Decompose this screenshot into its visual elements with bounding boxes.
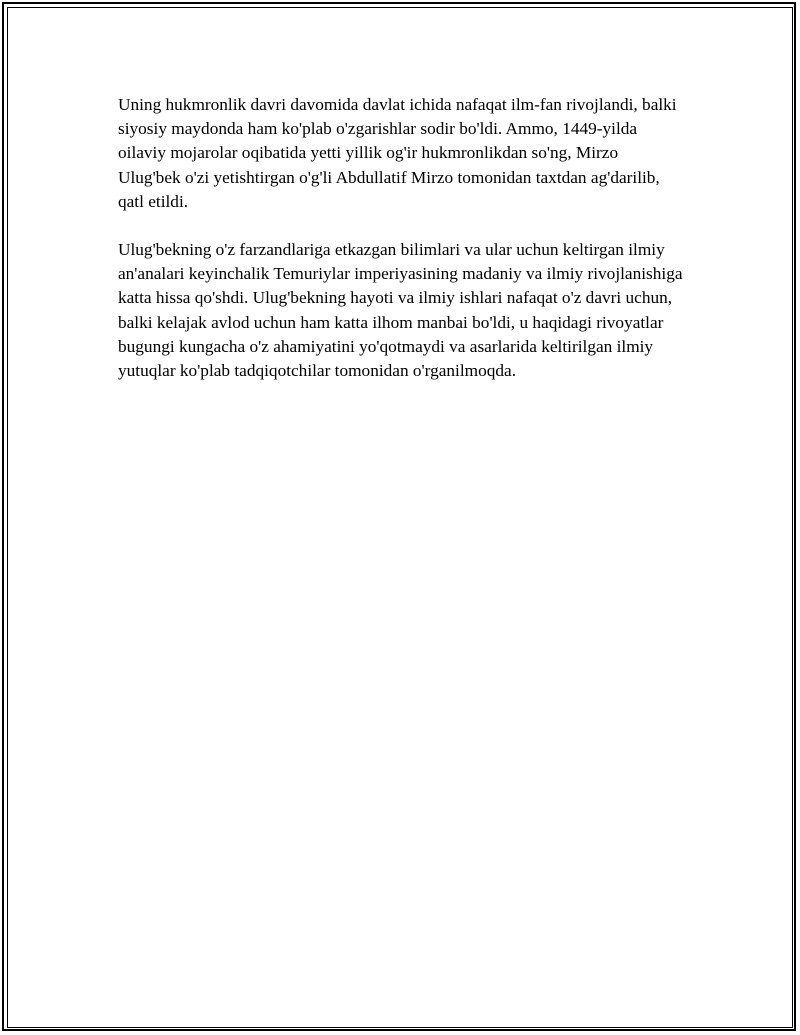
paragraph-1: Uning hukmronlik davri davomida davlat ichida nafaqat ilm-fan rivojlandi, balki siyosiy maydonda ham ko'plab o'zgarishlar sodir bo'ldi. Ammo, 1449-yilda oilaviy mojarolar oqibatida yetti yillik og'ir hukmronlikdan so'ng, Mirzo Ulug'bek o'zi yetishtirgan o'g'li Abdullatif Mirzo tomonidan taxtdan ag'darilib, qatl etildi. bbox=[118, 95, 677, 211]
paragraph-2: Ulug'bekning o'z farzandlariga etkazgan bilimlari va ular uchun keltirgan ilmiy an'analari keyinchalik Temuriylar imperiyasining madaniy va ilmiy rivojlanishiga katta hissa qo'shdi. Ulug'bekning hayoti va ilmiy ishlari nafaqat o'z davri uchun, balki kelajak avlod uchun ham katta ilhom manbai bo'ldi, u haqidagi rivoyatlar bugungi kungacha o'z ahamiyatini yo'qotmaydi va asarlarida keltirilgan ilmiy yutuqlar ko'plab tadqiqotchilar tomonidan o'rganilmoqda. bbox=[118, 240, 683, 381]
document-body bbox=[118, 93, 684, 407]
